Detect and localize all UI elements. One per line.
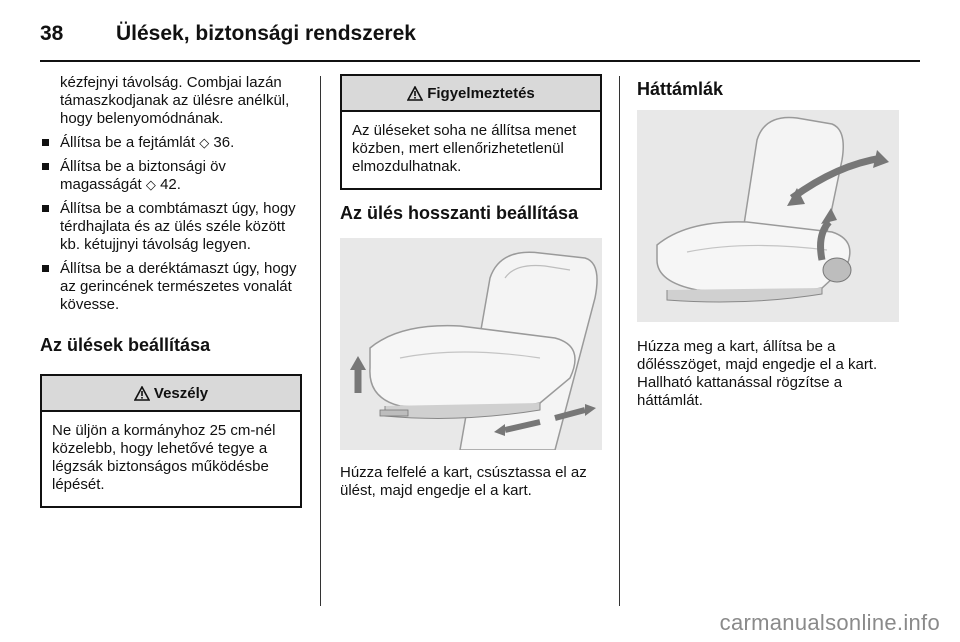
section-heading: Az ülés hosszanti beállítása <box>340 203 579 223</box>
intro-paragraph: kézfejnyi távolság. Combjai lazán támaszkodjanak az ülésre anélkül, hogy belenyomódnának. <box>60 74 290 127</box>
warning-box-title: Figyelmeztetés <box>427 84 535 102</box>
page-title: Ülések, biztonsági rendszerek <box>116 22 416 45</box>
section-heading: Az ülések beállítása <box>40 335 211 355</box>
page-ref-icon: ◇ <box>145 177 156 192</box>
page-ref-icon: ◇ <box>199 135 210 150</box>
backrest-illustration <box>637 110 899 322</box>
list-item-text: Állítsa be a combtámaszt úgy, hogy térdhajlata és az ülés széle között kb. kétujjnyi távolság legyen. <box>60 200 296 253</box>
column-divider <box>619 76 620 606</box>
page-number: 38 <box>40 22 64 45</box>
bullet-square-icon <box>42 205 49 212</box>
illustration-caption: Húzza felfelé a kart, csúsztassa el az ülést, majd engedje el a kart. <box>340 464 587 499</box>
column-divider <box>320 76 321 606</box>
list-item-text: Állítsa be a biztonsági öv magasságát <box>60 158 226 193</box>
warning-box-header <box>342 76 600 112</box>
warning-box-body: Az üléseket soha ne állítsa menet közben, mert ellenőrizhetetlenül elmozdulhatnak. <box>352 122 577 175</box>
column-middle <box>340 74 602 500</box>
bullet-square-icon <box>42 265 49 272</box>
list-item <box>40 260 302 314</box>
list-item-text: Állítsa be a fejtámlát <box>60 134 200 151</box>
seat-longitudinal-illustration <box>340 238 602 450</box>
page-ref[interactable]: 36. <box>213 134 235 151</box>
section-heading: Háttámlák <box>637 79 724 99</box>
header-divider <box>40 60 920 62</box>
page-header <box>40 14 920 54</box>
warning-triangle-icon <box>407 86 423 101</box>
warning-box <box>340 74 602 190</box>
danger-box-body: Ne üljön a kormányhoz 25 cm-nél közelebb, hogy lehetővé tegye a légzsák biztonságos működésbe lépését. <box>52 422 276 493</box>
bullet-square-icon <box>42 139 49 146</box>
column-left <box>40 74 302 508</box>
danger-box-title: Veszély <box>153 384 209 402</box>
seat-slide-image <box>340 238 602 450</box>
column-right <box>637 74 901 410</box>
list-item <box>40 158 302 194</box>
danger-box <box>40 374 302 508</box>
backrest-recline-image <box>637 110 899 322</box>
warning-triangle-icon <box>134 386 150 401</box>
list-item <box>40 200 302 254</box>
list-item-text: Állítsa be a deréktámaszt úgy, hogy az gerincének természetes vonalát kövesse. <box>60 260 297 313</box>
bullet-list <box>40 134 302 314</box>
page-ref[interactable]: 42. <box>160 176 181 193</box>
list-item <box>40 134 302 152</box>
illustration-caption: Húzza meg a kart, állítsa be a dőlésszöget, majd engedje el a kart. Hallható kattanással rögzítse a háttámlát. <box>637 338 878 409</box>
danger-box-header <box>42 376 300 412</box>
watermark: carmanualsonline.info <box>719 610 940 635</box>
bullet-square-icon <box>42 163 49 170</box>
